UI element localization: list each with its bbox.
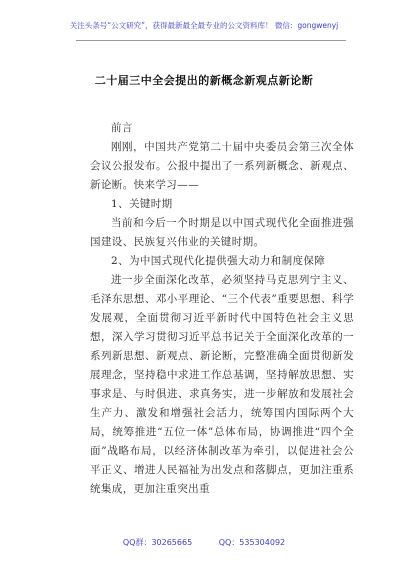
footer-contact bbox=[0, 537, 408, 548]
paragraph-1: 当前和今后一个时期是以中国式现代化全面推进强国建设、民族复兴伟业的关键时期。 bbox=[90, 217, 354, 248]
document-body bbox=[90, 119, 354, 499]
footer-qq-group: QQ群：30265665 bbox=[122, 538, 193, 547]
document-title: 二十届三中全会提出的新概念新观点新论断 bbox=[94, 74, 314, 87]
section-heading-2: 2、为中国式现代化提供强大动力和制度保障 bbox=[111, 255, 326, 267]
header-banner: 关注头条号“公文研究”，获得最新最全最专业的公文资料库！ 微信：gongwenyj bbox=[69, 21, 339, 30]
footer-qq: QQ：535304092 bbox=[218, 538, 286, 547]
paragraph-intro: 刚刚，中国共产党第二十届中央委员会第三次全体会议公报发布。公报中提出了一系列新概念、新观点、新论断。快来学习—— bbox=[90, 141, 354, 191]
preface-heading: 前言 bbox=[111, 122, 133, 134]
paragraph-2: 进一步全面深化改革，必须坚持马克思列宁主义、毛泽东思想、邓小平理论、“三个代表”重要思想、科学发展观，全面贯彻习近平新时代中国特色社会主义思想，深入学习贯彻习近平总书记关于全面深化改革的一系列新思想、新观点、新论断，完整准确全面贯彻新发展理念，坚持稳中求进工作总基调，坚持解放思想、实事求是、与时俱进、求真务实，进一步解放和发展社会生产力、激发和增强社会活力，统筹国内国际两个大局，统筹推进“五位一体”总体布局，协调推进“四个全面”战略布局，以经济体制改革为牵引，以促进社会公平正义、增进人民福祉为出发点和落脚点，更加注重系统集成，更加注重突出重 bbox=[90, 274, 354, 495]
header-divider bbox=[76, 40, 346, 41]
section-heading-1: 1、关键时期 bbox=[111, 198, 173, 210]
